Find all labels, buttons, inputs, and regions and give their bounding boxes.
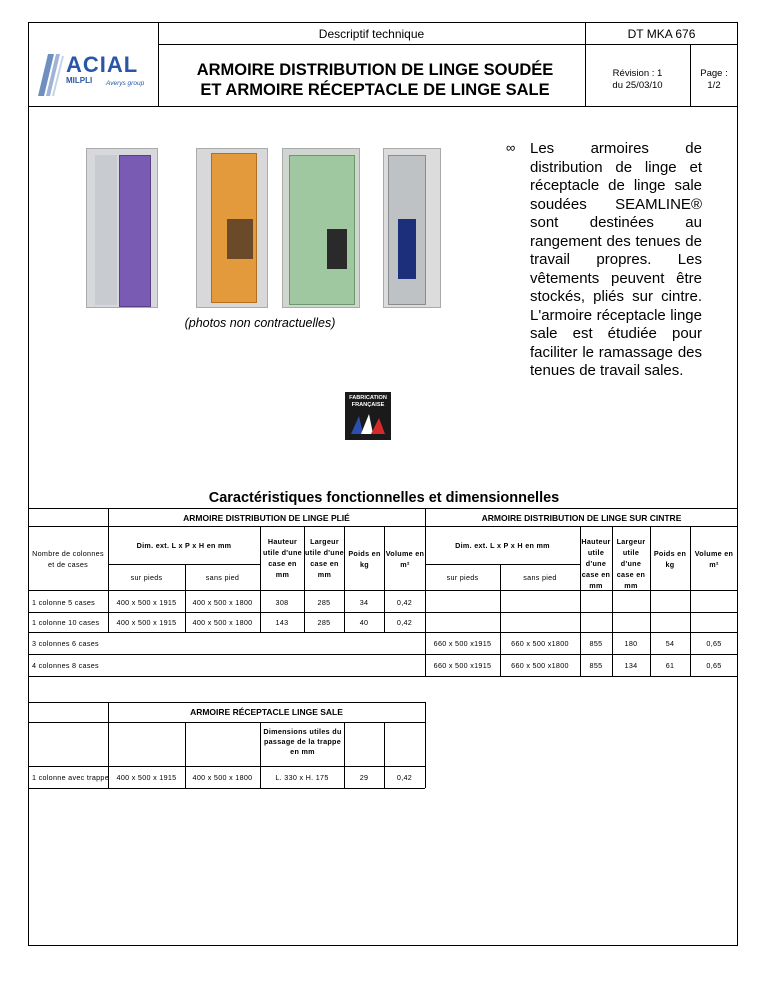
cell-larg: 285	[317, 598, 331, 607]
revision-block	[585, 68, 690, 92]
col-dim: Dim. ext. L x P x H en mm	[136, 541, 232, 550]
revision-label: Révision : 1	[612, 68, 663, 79]
col-poids: Poids en kg	[348, 549, 381, 569]
table1-left-header: ARMOIRE DISTRIBUTION DE LINGE PLIÉ	[183, 513, 350, 523]
fabrication-francaise-badge	[345, 392, 391, 440]
page-value: 1/2	[707, 80, 721, 91]
row-label: 1 colonne 10 cases	[32, 618, 100, 627]
cell-vol: 0,42	[396, 618, 413, 627]
cell-sans: 400 x 500 x 1800	[192, 618, 253, 627]
cell-vol: 0,65	[706, 639, 722, 648]
table-line	[28, 722, 425, 723]
cell-haut: 855	[589, 661, 603, 670]
table-line	[425, 508, 426, 676]
logo-sub: MILPLI	[66, 76, 93, 85]
cell-larg: 285	[317, 618, 331, 627]
table-line	[28, 766, 425, 767]
col-larg: Largeur utile d'une case en mm	[305, 537, 344, 579]
row-label: 1 colonne 5 cases	[32, 598, 96, 607]
table-line	[28, 526, 738, 527]
table2-header: ARMOIRE RÉCEPTACLE LINGE SALE	[190, 707, 343, 717]
table-line	[28, 654, 738, 655]
photo-locker-grey	[383, 148, 441, 308]
revision-date: du 25/03/10	[612, 80, 663, 91]
cell-sur: 400 x 500 x 1915	[116, 618, 177, 627]
cell-poids: 61	[665, 661, 675, 670]
cell-sur: 400 x 500 x 1915	[116, 773, 177, 782]
logo-brand: ACIAL	[66, 52, 139, 77]
col-haut-right: Hauteur utile d'une case en mm	[581, 537, 611, 590]
col-sans-right: sans pied	[523, 573, 557, 582]
table-line	[425, 564, 580, 565]
table-line	[108, 508, 109, 632]
photo-locker-purple	[86, 148, 158, 308]
header-divider	[158, 44, 738, 45]
col-sans: sans pied	[205, 573, 240, 582]
description-text: Les armoires de distribution de linge et réceptacle de linge sale soudées SEAMLINE® sont destinées au rangement des tenues de travail propres. Les vêtements peuvent être stockés, pliés sur cintre. L'armoire réceptacle linge sale est étudiée pour faciliter le ramassage des tenues de travail sales.	[530, 140, 702, 379]
cell-poids: 54	[665, 639, 675, 648]
row-label: 4 colonnes 8 cases	[32, 661, 99, 670]
cell-sans: 660 x 500 x1800	[511, 661, 569, 670]
col-vol: Volume en m²	[385, 549, 425, 569]
cell-larg: 134	[624, 661, 638, 670]
cell-poids: 34	[359, 598, 369, 607]
cell-haut: 855	[589, 639, 603, 648]
table-line	[28, 788, 425, 789]
cell-vol: 0,42	[396, 773, 413, 782]
col-haut: Hauteur utile d'une case en mm	[263, 537, 302, 579]
table-line	[425, 702, 426, 788]
cell-sans: 400 x 500 x 1800	[192, 598, 253, 607]
doc-type: Descriptif technique	[318, 27, 425, 41]
cell-passage: L. 330 x H. 175	[275, 773, 329, 782]
logo-group: Averys group	[106, 80, 145, 87]
section-title: Caractéristiques fonctionnelles et dimensionnelles	[208, 490, 560, 506]
cell-haut: 143	[275, 618, 289, 627]
page-block	[690, 68, 738, 92]
row-label: 3 colonnes 6 cases	[32, 639, 99, 648]
cell-sur: 660 x 500 x1915	[433, 639, 492, 648]
table-line	[108, 564, 260, 565]
row-label: 1 colonne avec trappe	[32, 773, 110, 782]
acial-logo	[34, 48, 154, 100]
table-line	[28, 676, 738, 677]
table-line	[344, 526, 345, 632]
doc-ref: DT MKA 676	[627, 27, 696, 41]
col-passage: Dimensions utiles du passage de la trappe en mm	[263, 727, 342, 756]
cell-haut: 308	[275, 598, 289, 607]
table-line	[28, 632, 738, 633]
col-sur-right: sur pieds	[446, 573, 479, 582]
cell-vol: 0,42	[396, 598, 413, 607]
title-line-1: ARMOIRE DISTRIBUTION DE LINGE SOUDÉE	[196, 61, 554, 79]
photo-locker-green	[282, 148, 360, 308]
table1-right-header: ARMOIRE DISTRIBUTION DE LINGE SUR CINTRE	[481, 513, 682, 523]
cell-vol: 0,65	[706, 661, 722, 670]
badge-line-1: FABRICATION	[349, 395, 387, 401]
page-label: Page :	[700, 68, 728, 79]
table-line	[384, 526, 385, 632]
col-vol-right: Volume en m²	[694, 549, 734, 569]
page-title	[165, 60, 585, 100]
col-sur: sur pieds	[130, 573, 163, 582]
cell-larg: 180	[624, 639, 638, 648]
cell-poids: 40	[359, 618, 369, 627]
photo-locker-orange	[196, 148, 268, 308]
cell-sur: 660 x 500 x1915	[433, 661, 492, 670]
flag-icon	[349, 412, 387, 436]
header-bottom-line	[28, 106, 738, 107]
col-poids-right: Poids en kg	[653, 549, 687, 569]
col-nb: Nombre de colonnes et de cases	[32, 549, 104, 569]
table-line	[28, 702, 425, 703]
cell-sans: 400 x 500 x 1800	[192, 773, 253, 782]
cell-sans: 660 x 500 x1800	[511, 639, 569, 648]
col-dim-right: Dim. ext. L x P x H en mm	[455, 541, 550, 550]
table-line	[28, 508, 738, 509]
cell-sur: 400 x 500 x 1915	[116, 598, 177, 607]
badge-line-2: FRANÇAISE	[351, 402, 385, 408]
bullet-icon: ∞	[506, 140, 516, 155]
photo-caption: (photos non contractuelles)	[184, 316, 336, 330]
table-line	[28, 612, 738, 613]
cell-poids: 29	[359, 773, 369, 782]
title-line-2: ET ARMOIRE RÉCEPTACLE DE LINGE SALE	[200, 81, 550, 99]
col-larg-right: Largeur utile d'une case en mm	[616, 537, 646, 590]
